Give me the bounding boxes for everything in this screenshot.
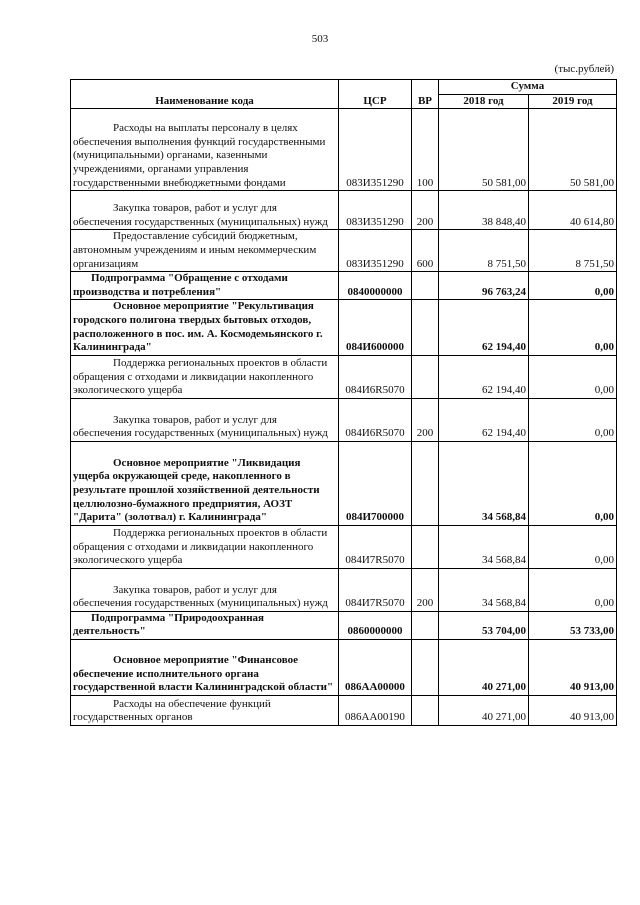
- row-vr: 200: [412, 191, 439, 230]
- row-sum-2018: 53 704,00: [439, 611, 529, 639]
- row-name: Предоставление субсидий бюджетным, автономным учреждениям и иным некоммерческим организациям: [71, 230, 339, 272]
- row-sum-2018: 50 581,00: [439, 109, 529, 191]
- row-sum-2018: 34 568,84: [439, 568, 529, 611]
- table-row: [71, 355, 617, 398]
- row-name: Подпрограмма "Природоохранная деятельность": [71, 611, 339, 639]
- table-row: [71, 398, 617, 441]
- header-sum: Сумма: [439, 80, 617, 95]
- row-csr: 0860000000: [339, 611, 412, 639]
- row-csr: 086АА00000: [339, 639, 412, 695]
- row-name: Расходы на обеспечение функций государственных органов: [71, 695, 339, 725]
- row-vr: [412, 525, 439, 568]
- header-vr: ВР: [412, 80, 439, 109]
- budget-table: [70, 79, 617, 726]
- row-csr: 083И351290: [339, 230, 412, 272]
- row-vr: [412, 611, 439, 639]
- row-vr: 200: [412, 568, 439, 611]
- row-name: Основное мероприятие "Финансовое обеспечение исполнительного органа государственной власти Калининградской области": [71, 639, 339, 695]
- header-name: Наименование кода: [71, 80, 339, 109]
- row-sum-2019: 0,00: [529, 525, 617, 568]
- row-csr: 084И700000: [339, 441, 412, 525]
- row-name: Поддержка региональных проектов в области обращения с отходами и ликвидации накопленного экологического ущерба: [71, 525, 339, 568]
- row-name: Поддержка региональных проектов в области обращения с отходами и ликвидации накопленного экологического ущерба: [71, 355, 339, 398]
- row-sum-2019: 0,00: [529, 355, 617, 398]
- row-sum-2019: 53 733,00: [529, 611, 617, 639]
- table-row: [71, 300, 617, 355]
- table-body: [71, 109, 617, 726]
- row-sum-2018: 8 751,50: [439, 230, 529, 272]
- row-sum-2019: 0,00: [529, 398, 617, 441]
- row-csr: 0840000000: [339, 272, 412, 300]
- table-row: [71, 611, 617, 639]
- row-sum-2019: 50 581,00: [529, 109, 617, 191]
- row-vr: [412, 695, 439, 725]
- row-vr: [412, 441, 439, 525]
- row-csr: 086АА00190: [339, 695, 412, 725]
- table-row: [71, 191, 617, 230]
- table-row: [71, 230, 617, 272]
- table-row: [71, 568, 617, 611]
- row-csr: 084И7R5070: [339, 568, 412, 611]
- row-sum-2019: 0,00: [529, 300, 617, 355]
- row-sum-2018: 34 568,84: [439, 441, 529, 525]
- row-name: Основное мероприятие "Ликвидация ущерба окружающей среде, накопленного в результате прошлой хозяйственной деятельности целлюлозно-бумажного предприятия, АОЗТ "Дарита" (золотвал) г. Калининграда": [71, 441, 339, 525]
- row-sum-2018: 62 194,40: [439, 300, 529, 355]
- row-vr: [412, 639, 439, 695]
- row-name: Закупка товаров, работ и услуг для обеспечения государственных (муниципальных) нужд: [71, 568, 339, 611]
- table-row: [71, 695, 617, 725]
- row-csr: 084И600000: [339, 300, 412, 355]
- row-sum-2018: 34 568,84: [439, 525, 529, 568]
- row-name: Подпрограмма "Обращение с отходами производства и потребления": [71, 272, 339, 300]
- row-name: Закупка товаров, работ и услуг для обеспечения государственных (муниципальных) нужд: [71, 191, 339, 230]
- row-vr: [412, 272, 439, 300]
- units-label: (тыс.рублей): [554, 63, 614, 75]
- row-csr: 083И351290: [339, 109, 412, 191]
- row-sum-2019: 40 614,80: [529, 191, 617, 230]
- row-vr: [412, 355, 439, 398]
- row-sum-2019: 40 913,00: [529, 695, 617, 725]
- table-row: [71, 272, 617, 300]
- row-csr: 084И6R5070: [339, 355, 412, 398]
- header-year-2018: 2018 год: [439, 94, 529, 109]
- row-vr: 200: [412, 398, 439, 441]
- header-year-2019: 2019 год: [529, 94, 617, 109]
- row-csr: 084И6R5070: [339, 398, 412, 441]
- table-row: [71, 639, 617, 695]
- table-row: [71, 441, 617, 525]
- row-name: Расходы на выплаты персоналу в целях обеспечения выполнения функций государственными (муниципальными) органами, казенными учреждениями, органами управления государственными внебюджетными фондами: [71, 109, 339, 191]
- row-csr: 084И7R5070: [339, 525, 412, 568]
- row-sum-2018: 40 271,00: [439, 695, 529, 725]
- header-csr: ЦСР: [339, 80, 412, 109]
- row-vr: 100: [412, 109, 439, 191]
- row-sum-2019: 0,00: [529, 568, 617, 611]
- row-sum-2018: 38 848,40: [439, 191, 529, 230]
- row-sum-2018: 62 194,40: [439, 398, 529, 441]
- table-row: [71, 109, 617, 191]
- row-sum-2019: 0,00: [529, 272, 617, 300]
- row-name: Основное мероприятие "Рекультивация городского полигона твердых бытовых отходов, расположенного в пос. им. А. Космодемьянского г. Калининграда": [71, 300, 339, 355]
- row-vr: [412, 300, 439, 355]
- row-name: Закупка товаров, работ и услуг для обеспечения государственных (муниципальных) нужд: [71, 398, 339, 441]
- row-sum-2019: 8 751,50: [529, 230, 617, 272]
- row-vr: 600: [412, 230, 439, 272]
- row-sum-2018: 40 271,00: [439, 639, 529, 695]
- table-row: [71, 525, 617, 568]
- row-sum-2018: 62 194,40: [439, 355, 529, 398]
- page-number: 503: [311, 33, 329, 45]
- row-sum-2019: 40 913,00: [529, 639, 617, 695]
- row-sum-2019: 0,00: [529, 441, 617, 525]
- row-sum-2018: 96 763,24: [439, 272, 529, 300]
- row-csr: 083И351290: [339, 191, 412, 230]
